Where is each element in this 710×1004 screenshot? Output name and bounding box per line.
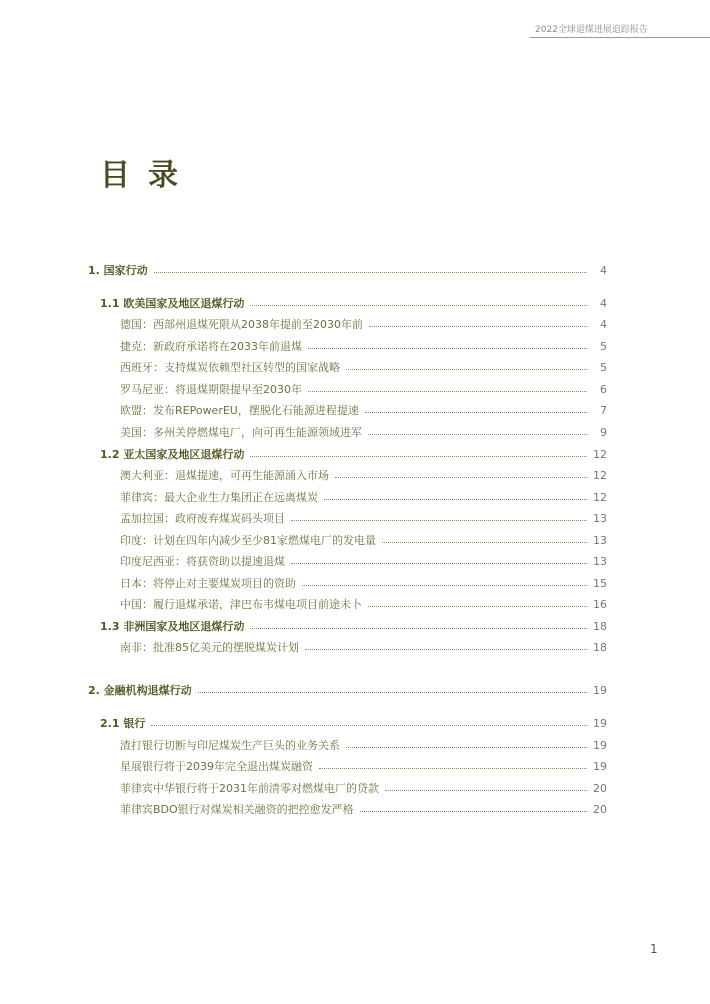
page-number: 1: [650, 942, 658, 956]
toc-entry-label: 捷克：新政府承诺将在2033年前退煤: [120, 340, 302, 353]
toc-entry[interactable]: [120, 359, 607, 375]
toc-entry-label: 印度尼西亚：将获资助以提速退煤: [120, 555, 285, 568]
toc-entry[interactable]: [120, 596, 607, 612]
toc-entry-label: 中国：履行退煤承诺，津巴布韦煤电项目前途未卜: [120, 598, 362, 611]
toc-entry-label: 2. 金融机构退煤行动: [88, 684, 192, 697]
toc-entry-page: 5: [600, 360, 607, 374]
toc-entry[interactable]: [120, 758, 607, 774]
toc-entry-label: 澳大利亚：退煤提速，可再生能源涌入市场: [120, 469, 329, 482]
toc-entry-page: 16: [593, 597, 607, 611]
toc-entry-label: 菲律宾：最大企业生力集团正在远离煤炭: [120, 491, 318, 504]
toc-leader-dots: [250, 628, 587, 629]
toc-leader-dots: [151, 725, 587, 726]
toc-entry-label: 1.1 欧美国家及地区退煤行动: [100, 297, 245, 310]
toc-leader-dots: [250, 305, 587, 306]
toc-leader-dots: [346, 747, 587, 748]
toc-entry[interactable]: [88, 682, 607, 698]
toc-entry[interactable]: [120, 467, 607, 483]
toc-entry-label: 印度：计划在四年内减少至少81家燃煤电厂的发电量: [120, 534, 376, 547]
running-header: 2022全球退煤进展追踪报告: [535, 25, 648, 35]
toc-entry-label: 西班牙：支持煤炭依赖型社区转型的国家战略: [120, 361, 340, 374]
toc-leader-dots: [335, 477, 587, 478]
toc-entry-label: 菲律宾BDO银行对煤炭相关融资的把控愈发严格: [120, 803, 354, 816]
toc-entry-label: 罗马尼亚：将退煤期限提早至2030年: [120, 383, 302, 396]
toc-entry-label: 美国：多州关停燃煤电厂，向可再生能源领域进军: [120, 426, 362, 439]
toc-entry[interactable]: [120, 737, 607, 753]
toc-entry-page: 6: [600, 382, 607, 396]
toc-leader-dots: [319, 768, 587, 769]
toc-entry[interactable]: [100, 295, 607, 311]
toc-leader-dots: [198, 692, 587, 693]
toc-entry-page: 7: [600, 403, 607, 417]
toc-entry-page: 13: [593, 511, 607, 525]
toc-leader-dots: [368, 606, 587, 607]
toc-entry[interactable]: [120, 575, 607, 591]
toc-entry-label: 欧盟：发布REPowerEU，摆脱化石能源进程提速: [120, 404, 359, 417]
toc-entry[interactable]: [120, 402, 607, 418]
toc-leader-dots: [385, 790, 587, 791]
toc-entry[interactable]: [100, 446, 607, 462]
toc-entry-page: 19: [593, 716, 607, 730]
toc-entry-page: 13: [593, 533, 607, 547]
toc-entry-label: 1.2 亚太国家及地区退煤行动: [100, 448, 245, 461]
page-title: 目录: [100, 158, 196, 193]
toc-entry-page: 19: [593, 683, 607, 697]
toc-entry-page: 18: [593, 619, 607, 633]
toc-leader-dots: [154, 272, 587, 273]
toc-leader-dots: [308, 348, 587, 349]
toc-entry-page: 12: [593, 490, 607, 504]
toc-entry[interactable]: [120, 801, 607, 817]
toc-entry-label: 1. 国家行动: [88, 264, 148, 277]
toc-entry[interactable]: [120, 639, 607, 655]
toc-entry-page: 20: [593, 802, 607, 816]
toc-entry-page: 19: [593, 738, 607, 752]
toc-entry-page: 4: [600, 317, 607, 331]
toc-leader-dots: [369, 326, 587, 327]
toc-leader-dots: [291, 520, 587, 521]
toc-leader-dots: [305, 649, 587, 650]
toc-entry-label: 2.1 银行: [100, 717, 146, 730]
toc-leader-dots: [291, 563, 587, 564]
toc-leader-dots: [308, 391, 587, 392]
toc-entry[interactable]: [120, 510, 607, 526]
toc-leader-dots: [368, 434, 587, 435]
toc-entry-label: 菲律宾中华银行将于2031年前清零对燃煤电厂的贷款: [120, 782, 379, 795]
toc-entry[interactable]: [120, 381, 607, 397]
toc-leader-dots: [382, 542, 587, 543]
toc-entry-page: 20: [593, 781, 607, 795]
toc-entry-label: 1.3 非洲国家及地区退煤行动: [100, 620, 245, 633]
toc-leader-dots: [324, 499, 587, 500]
toc-entry-page: 12: [593, 447, 607, 461]
toc-entry[interactable]: [100, 715, 607, 731]
toc-entry-label: 南非：批准85亿美元的摆脱煤炭计划: [120, 641, 299, 654]
toc-entry[interactable]: [120, 316, 607, 332]
toc-entry[interactable]: [120, 489, 607, 505]
toc-entry[interactable]: [100, 618, 607, 634]
toc-entry-label: 孟加拉国：政府废弃煤炭码头项目: [120, 512, 285, 525]
toc-leader-dots: [302, 585, 587, 586]
toc-leader-dots: [346, 369, 587, 370]
toc-entry-page: 9: [600, 425, 607, 439]
toc-entry[interactable]: [120, 780, 607, 796]
toc-leader-dots: [360, 811, 587, 812]
toc-entry[interactable]: [120, 338, 607, 354]
toc-entry[interactable]: [120, 553, 607, 569]
toc-leader-dots: [365, 412, 587, 413]
toc-entry-label: 渣打银行切断与印尼煤炭生产巨头的业务关系: [120, 739, 340, 752]
toc-entry-label: 星展银行将于2039年完全退出煤炭融资: [120, 760, 313, 773]
toc-entry-label: 日本：将停止对主要煤炭项目的资助: [120, 577, 296, 590]
toc-entry-page: 15: [593, 576, 607, 590]
toc-entry-page: 4: [600, 263, 607, 277]
toc-entry[interactable]: [88, 262, 607, 278]
toc-entry[interactable]: [120, 424, 607, 440]
toc-entry-page: 13: [593, 554, 607, 568]
toc-entry-label: 德国：西部州退煤死限从2038年提前至2030年前: [120, 318, 363, 331]
toc-entry[interactable]: [120, 532, 607, 548]
toc-leader-dots: [250, 456, 587, 457]
toc-entry-page: 18: [593, 640, 607, 654]
toc-entry-page: 19: [593, 759, 607, 773]
toc-entry-page: 4: [600, 296, 607, 310]
toc-entry-page: 12: [593, 468, 607, 482]
toc-entry-page: 5: [600, 339, 607, 353]
